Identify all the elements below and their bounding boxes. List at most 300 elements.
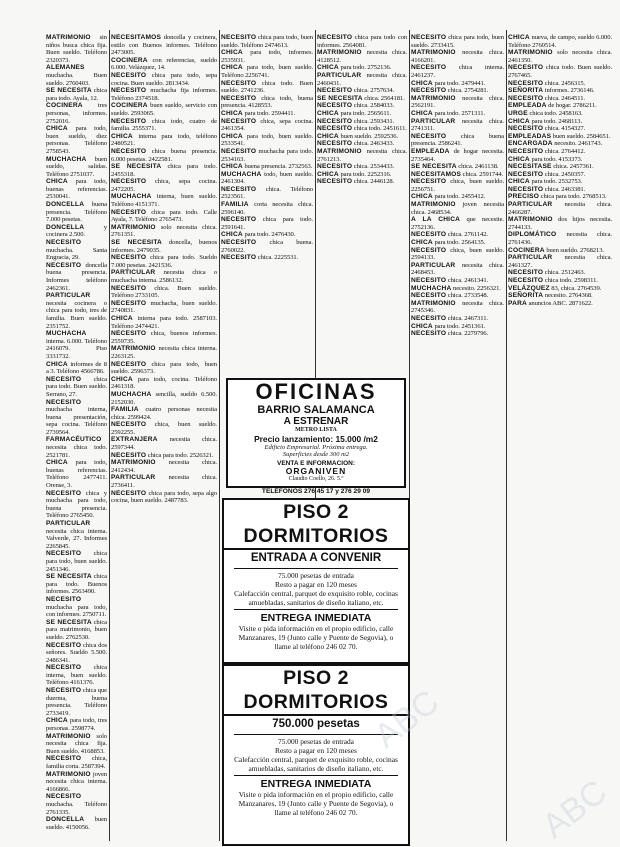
classified-ad-text: chica todo. 2598311.	[544, 277, 598, 284]
divider	[234, 609, 398, 610]
classified-ad	[46, 733, 107, 756]
classified-ad-heading: MUCHACHA	[221, 170, 262, 178]
classified-ad-text: necesita chica. 2745346.	[411, 299, 504, 315]
classified-ad-text: chica, familia corta. 2587394.	[46, 755, 107, 770]
classified-ad	[111, 315, 217, 330]
ad-oficinas-footer	[226, 460, 406, 488]
classified-ad	[411, 163, 504, 171]
classified-ad	[411, 315, 504, 323]
classified-ad	[508, 201, 612, 216]
classified-ad	[508, 140, 612, 148]
classified-ad	[111, 490, 217, 505]
classified-ad-heading: MATRIMONIO	[46, 34, 91, 41]
classified-ad-text: buena presencia. Teléfono 7.000 pesetas.	[46, 201, 107, 224]
classified-ad	[111, 133, 217, 148]
classified-ad-text: chica todo. Buen sueldo. 2741236.	[221, 79, 313, 95]
classified-ad-text: para todo. 2564135.	[434, 239, 486, 247]
classified-ad-heading: MATRIMONIO	[411, 299, 456, 307]
classified-ad-text: chica. 2446128.	[353, 178, 395, 186]
classified-ad-text: necesita chica. 2461327.	[508, 254, 612, 269]
classified-ad-text: necesita chica. 2736411.	[111, 474, 217, 490]
classified-ad-text: necesito. 2461743.	[554, 140, 603, 148]
classified-ad-text: chica para todo, sepa cocina. Buen sueldo. 2813434.	[111, 71, 217, 87]
classified-ad	[508, 231, 612, 246]
classified-ad	[111, 452, 217, 460]
classified-ad	[411, 87, 504, 95]
classified-ad-text: chica. 2584033.	[353, 102, 395, 110]
classified-ad-text: para todo, buen sueldo. Teléfono 2256741.	[221, 64, 313, 79]
classified-ad	[111, 459, 217, 474]
classified-ad-text: necesita chica. 2468453.	[411, 261, 504, 277]
classified-ad-heading: NECESITO	[111, 254, 147, 262]
classified-ad	[111, 285, 217, 300]
ad-piso-entrada-line3: Calefacción central, parquet de exquisito roble, cocinas amuebladas, sanitarios de diseño italiano, etc.	[234, 589, 398, 607]
classified-ad-heading: DONCELLA	[46, 816, 85, 824]
classified-ad	[411, 277, 504, 285]
classified-ad	[411, 323, 504, 331]
classified-ad-text: con referencias, sueldo 6.000. Velázquez, 14.	[111, 56, 217, 72]
classified-ad	[46, 459, 107, 489]
classified-ad	[508, 64, 612, 79]
classified-ad-text: chica buena. 2760022.	[221, 239, 313, 254]
classified-ad-text: chica. 2761142.	[447, 231, 488, 239]
classified-ad	[46, 619, 107, 642]
classified-ad-heading: NECESITO	[46, 687, 82, 695]
classified-ad-heading: NECESITO	[411, 330, 447, 338]
classified-ad-heading: NECESITO	[46, 398, 82, 406]
classified-ad-heading: NECESITO	[317, 163, 353, 171]
classified-column-4	[317, 34, 407, 377]
classified-ad-text: chica, sepa cocina. 2472205.	[111, 178, 217, 193]
classified-ad-heading: MATRIMONIO	[317, 49, 362, 57]
classified-ad-text: para todo. 2252316.	[340, 170, 392, 178]
classified-ad	[411, 171, 504, 179]
classified-ad-heading: COCINERA	[508, 246, 545, 254]
classified-ad-text: chica. 2464511.	[544, 94, 585, 102]
classified-ad-heading: NECESITO	[221, 239, 257, 247]
classified-ad-heading: NECESITO	[46, 375, 82, 383]
classified-ad-heading: PARTICULAR	[46, 520, 91, 527]
classified-ad	[317, 34, 407, 49]
classified-ad-heading: CHICA	[221, 49, 243, 57]
classified-ad-text: todo, buen sueldo. 2461304.	[221, 170, 313, 186]
classified-ad-text: muchacha. Teléfono 2761335.	[46, 800, 107, 816]
classified-ad-text: chica para todo. 2768513.	[540, 193, 607, 201]
classified-ad	[46, 87, 107, 102]
classified-ad-heading: NECESITO	[111, 451, 147, 459]
classified-ad	[508, 269, 612, 277]
classified-ad-text: chica para todo, sepa algo cocina, buen sueldo. 2487783.	[111, 489, 217, 505]
classified-ad-text: para todo. 2451361.	[434, 322, 486, 330]
classified-ad-text: que necesite. 2752136.	[411, 216, 504, 231]
classified-ad	[111, 391, 217, 406]
classified-ad-heading: NECESITO	[508, 147, 544, 155]
classified-ad-text: para todo, buen sueldo, diez personas. Teléfono 2758543.	[46, 125, 107, 155]
classified-ad-heading: PARTICULAR	[508, 201, 553, 209]
classified-ad-heading: SE NECESITA	[46, 87, 92, 95]
classified-ad-heading: NECESITO	[46, 489, 82, 497]
classified-ad	[221, 239, 313, 254]
classified-ad-text: para todo. 2752136.	[340, 64, 392, 72]
classified-ad	[411, 95, 504, 110]
classified-ad-text: chica. 2461138.	[458, 163, 499, 171]
classified-ad	[221, 34, 313, 49]
classified-ad	[46, 262, 107, 292]
classified-ad-text: joven necesita chica. 2468534.	[411, 201, 504, 216]
classified-ad-text: chica para todo. 2591641.	[221, 216, 313, 231]
classified-ad-text: buen sueldo. 4150056.	[46, 816, 107, 831]
classified-ad	[46, 755, 107, 770]
classified-ad-heading: NECESITO	[411, 246, 447, 254]
classified-ad	[221, 254, 313, 262]
classified-ad-text: chica todo. Buen sueldo. 2767465.	[508, 64, 612, 79]
classified-ad-heading: NECESITO	[111, 489, 147, 497]
classified-ad-heading: NECESITO	[221, 94, 257, 102]
ad-piso-entrada-line2: Resto a pagar en 120 meses	[275, 580, 357, 589]
classified-ad-text: necesita chica interna. Valverde, 27. Informes 2265845.	[46, 527, 107, 550]
classified-ad	[411, 34, 504, 49]
classified-ad	[111, 421, 217, 436]
classified-ad	[111, 34, 217, 57]
classified-ad-heading: PARTICULAR	[411, 261, 456, 269]
classified-ad-heading: NECESITO	[411, 87, 447, 95]
classified-ad	[508, 95, 612, 103]
classified-ad	[508, 34, 612, 49]
classified-ad	[411, 300, 504, 315]
classified-ad-heading: FAMILIA	[111, 406, 139, 414]
classified-ad-text: corta necesita chica. 2596140.	[221, 201, 313, 216]
classified-ad-text: chica, buen sueldo. 2256751.	[411, 178, 504, 193]
classified-ad-text: chica. 4154327.	[544, 125, 586, 133]
classified-ad-heading: SE NECESITA	[46, 618, 92, 626]
classified-ad-heading: MUCHACHA	[111, 193, 152, 201]
classified-ad	[46, 239, 107, 262]
classified-ad-text: chica. 2754281.	[447, 87, 489, 95]
classified-ad-text: buen sueldo. 2592536.	[340, 132, 399, 140]
classified-ad-text: chica. 2450357.	[544, 170, 586, 178]
classified-ad-heading: PRECISO	[508, 193, 540, 201]
classified-ad-heading: CHICA	[221, 163, 243, 171]
classified-ad-text: chica para todo. Buen sueldo. Serrano, 27.	[46, 375, 107, 398]
classified-ad	[508, 49, 612, 64]
classified-ad	[317, 102, 407, 110]
classified-ad-text: muchacha fija informes. Teléfono 2374518.	[111, 87, 217, 102]
classified-ad-text: buen sueldo, salidas. Teléfono 2751037.	[46, 155, 107, 178]
classified-ad-text: chica para todo con informes. 2564081.	[317, 34, 407, 49]
column-rule	[219, 30, 220, 841]
classified-ad-text: muchacha. Santa Engracia, 29.	[46, 246, 107, 262]
classified-ad-text: buen sueldo. 2768213.	[546, 246, 604, 254]
classified-ad-text: interna para todo, teléfono 2480521.	[111, 132, 217, 148]
classified-ad-heading: CHICA	[111, 375, 133, 383]
classified-ad	[508, 102, 612, 110]
classified-ad	[111, 376, 217, 391]
classified-ad-text: necesita chica interna. 2263125.	[111, 345, 217, 360]
classified-ad-heading: MATRIMONIO	[411, 201, 456, 209]
classified-ad-text: interna, buen sueldo. Teléfono 4151371.	[111, 193, 217, 209]
classified-ad	[221, 163, 313, 171]
classified-ad-heading: CHICA	[317, 170, 339, 178]
ad-oficinas-sub1: BARRIO SALAMANCA	[257, 404, 375, 416]
classified-ad	[46, 361, 107, 376]
classified-ad-heading: CHICA	[508, 117, 530, 125]
classified-ad-heading: NECESITO	[221, 185, 257, 193]
classified-ad-heading: NECESITASE	[508, 163, 552, 171]
classified-ad-heading: SEÑORITA	[508, 87, 544, 95]
classified-ad-heading: COCINERA	[111, 102, 148, 110]
classified-ad-text: interna para todo. 2587103. Teléfono 2474421.	[111, 314, 217, 330]
classified-ad-heading: MATRIMONIO	[46, 770, 91, 778]
classified-ad-heading: NECESITO	[221, 216, 257, 224]
classified-ad-heading: NECESITO	[111, 299, 147, 307]
classified-ad	[317, 140, 407, 148]
classified-ad-text: necesita chica. 2741311.	[411, 117, 504, 133]
classified-ad	[508, 300, 612, 308]
ad-oficinas-address: Claudio Coello, 26. 5.º	[288, 476, 344, 482]
classified-ad-text: chica. 2733548.	[447, 292, 489, 300]
classified-ad	[221, 49, 313, 64]
classified-ad-heading: NECESITO	[508, 170, 544, 178]
classified-ad	[508, 292, 612, 300]
classified-ad	[221, 64, 313, 79]
classified-ad-heading: CHICA	[46, 360, 68, 368]
classified-column-1	[46, 34, 107, 841]
classified-ad-text: para todo, tres personas. 2598774.	[46, 717, 107, 733]
classified-ad	[508, 87, 612, 95]
classified-ad-heading: MUCHACHA	[411, 284, 452, 292]
classified-ad	[111, 72, 217, 87]
classified-ad-heading: NECESITO	[317, 125, 353, 133]
classified-ad	[317, 118, 407, 126]
classified-ad-text: buen sueldo. 2584651.	[552, 132, 611, 140]
classified-ad-heading: COCINERA	[46, 102, 83, 110]
classified-ad-heading: PARTICULAR	[46, 292, 91, 300]
classified-ad	[317, 64, 407, 72]
ad-piso-entrada-line4: ENTREGA INMEDIATA	[260, 612, 372, 624]
classified-ad-text: solo necesita chica. 2461350.	[508, 49, 612, 64]
classified-ad-heading: VELÁZQUEZ	[508, 284, 550, 292]
classified-ad-text: chica para todo. Sueldo 7.000 pesetas. 2421536.	[111, 254, 217, 269]
ad-oficinas-line2: Superficies desde 300 m2	[282, 451, 350, 458]
classified-ad-heading: MATRIMONIO	[111, 223, 156, 231]
classified-ad-heading: NECESITO	[111, 284, 147, 292]
classified-ad-heading: MATRIMONIO	[508, 49, 553, 57]
classified-ad	[411, 292, 504, 300]
classified-ad	[46, 102, 107, 125]
classified-ad-heading: MATRIMONIO	[317, 147, 362, 155]
ad-piso-precio	[222, 664, 410, 846]
classified-ad-heading: DONCELLA	[46, 201, 85, 209]
classified-ad-heading: CHICA	[317, 64, 339, 72]
classified-ad-heading: DIPLOMÁTICO	[508, 231, 557, 239]
classified-ad	[111, 474, 217, 489]
classified-ad-text: necesito. 2764368.	[544, 292, 593, 300]
classified-ad	[111, 178, 217, 193]
classified-ad	[111, 406, 217, 421]
classified-ad-text: chica todo. 2451611.	[353, 125, 407, 133]
abc-watermark: ABC	[535, 772, 614, 846]
ad-piso-entrada-line1: 75.000 pesetas de entrada	[278, 571, 354, 580]
classified-ad	[508, 110, 612, 118]
classified-ad-text: chica. 2512463.	[544, 269, 586, 277]
classified-ad	[111, 118, 217, 133]
classified-ad	[317, 110, 407, 118]
classified-ad-text: y cocinera 2.500.	[46, 223, 107, 239]
classified-ad-text: necesita cocinera o chica para todo, tres de familia. Buen sueldo. 2351752.	[46, 299, 107, 330]
classified-ad-heading: NECESITO	[221, 254, 257, 262]
classified-ad-text: necesita chica. 2597344.	[111, 436, 217, 452]
classified-ad	[46, 596, 107, 619]
classified-ad-heading: EMPLEADA	[411, 147, 450, 155]
classified-ad-text: para todo. 2565611.	[340, 109, 392, 117]
classified-ad	[317, 163, 407, 171]
classified-ad-heading: CHICA	[111, 314, 133, 322]
classified-ad-heading: CHICA	[46, 125, 68, 133]
classified-ad	[111, 345, 217, 360]
classified-ad-heading: MATRIMONIO	[411, 49, 456, 57]
classified-ad-text: necesita chica todo. 2521781.	[46, 444, 107, 459]
classified-ad-text: chica interna. 2461237.	[411, 64, 504, 79]
classified-ad	[111, 239, 217, 254]
classified-ad-heading: CHICA	[411, 322, 433, 330]
classified-ad-heading: MATRIMONIO	[111, 459, 156, 467]
classified-ad-heading: NECESITO	[221, 147, 257, 155]
classified-ad-heading: NECESITO	[46, 261, 82, 269]
classified-ad	[46, 436, 107, 459]
classified-ad-text: chica. 2456315.	[544, 79, 586, 87]
classified-ad	[411, 247, 504, 262]
classified-ad-text: informes de 8 a 3. Teléfono 4566786.	[46, 360, 107, 376]
classified-ad-text: buen sueldo, servicio con sueldo. 2593065.	[111, 102, 217, 117]
classified-ad	[508, 163, 612, 171]
classified-ad	[111, 254, 217, 269]
classified-ad-text: de hogar. 2786211.	[548, 102, 597, 110]
ad-piso-precio-price: 750.000 pesetas	[272, 718, 360, 730]
classified-ad-heading: NECESITAMOS	[411, 170, 462, 178]
classified-ad-text: para todo. 2455412.	[434, 193, 486, 201]
classified-ad	[411, 64, 504, 79]
classified-ad	[46, 550, 107, 573]
classified-ad	[317, 133, 407, 141]
classified-ad-text: chica para todo, buen sueldo. 2733415.	[411, 34, 504, 49]
classified-ad	[111, 163, 217, 178]
classified-ad-heading: NECESITO	[411, 231, 447, 239]
ad-piso-precio-line1: 75.000 pesetas de entrada	[278, 737, 354, 746]
classified-ad	[411, 118, 504, 133]
classified-ad-text: buena presencia. 2732563.	[244, 163, 313, 171]
classified-ad-text: chica. 2534433.	[353, 163, 395, 171]
ad-piso-precio-line2: Resto a pagar en 120 meses	[275, 746, 357, 755]
classified-ad-text: solo necesita chica fija. Buen sueldo. 4168853.	[46, 732, 107, 755]
classified-ad-heading: CHICA	[221, 109, 243, 117]
classified-ad-heading: MATRIMONIO	[111, 345, 156, 353]
classified-ad-heading: CHICA	[46, 178, 68, 186]
classified-ad	[317, 171, 407, 179]
classified-ad-text: chica, sepa cocina. 2461354.	[221, 117, 313, 133]
classified-ad-text: muchacha para todo, con informes. 2750711.	[46, 603, 107, 619]
classified-ad-heading: CHICA	[411, 109, 433, 117]
classified-ad-heading: NECESITO	[317, 34, 353, 41]
classified-ad-text: muchacha interna, buena presentación, sepa cocina. Teléfono 2739564.	[46, 406, 107, 436]
classified-ad-heading: NECESITO	[411, 178, 447, 186]
classified-ad	[411, 285, 504, 293]
classified-ad-heading: NECESITO	[508, 94, 544, 102]
classified-ad-text: de hogar necesita. 2735464.	[411, 147, 504, 163]
classified-ad-heading: NECESITO	[111, 147, 147, 155]
classified-ad	[111, 436, 217, 451]
classified-ad-text: necesita chica. 2466287.	[508, 201, 612, 216]
classified-ad	[317, 72, 407, 87]
classified-ad-text: chica. 2457361.	[553, 163, 594, 171]
classified-ad	[111, 300, 217, 315]
classified-ad-heading: CHICA	[411, 239, 433, 247]
classified-ad-text: para todo, buenas referencias. 2530041.	[46, 178, 107, 201]
classified-ad-text: chica para todo. Calle Ayala, 7. Teléfono 2765473.	[111, 208, 217, 224]
ad-piso-entrada-title: PISO 2 DORMITORIOS	[224, 500, 408, 550]
classified-ad-heading: NECESITO	[411, 132, 447, 140]
classified-ad	[221, 80, 313, 95]
ad-oficinas-title: OFICINAS	[255, 379, 377, 404]
classified-ad-heading: NECESITO	[46, 239, 82, 247]
classified-ad-heading: NECESITO	[411, 34, 447, 41]
classified-ad-text: chica buena presencia. 6.000 pesetas. 2422581.	[111, 147, 217, 163]
classified-ad-heading: EMPLEADA	[508, 102, 547, 110]
classified-ad-heading: COCINERA	[111, 56, 148, 64]
classified-ad-text: chica para todo. Buenos informes. 2563490.	[46, 573, 107, 596]
classified-ad-text: para todo. 2479441.	[434, 79, 486, 87]
classified-ad	[46, 125, 107, 155]
ad-oficinas-sales: VENTA E INFORMACIÓN:	[277, 460, 355, 467]
classified-ad-heading: NECESITO	[317, 102, 353, 110]
classified-ad-heading: FARMACÉUTICO	[46, 436, 102, 444]
classified-ad-text: chica. 2467311.	[447, 314, 488, 322]
classified-ad-heading: NECESITO	[317, 87, 353, 95]
classified-ad-text: chica, buen sueldo. 2594133.	[411, 246, 504, 262]
classified-ad-text: para todo. 2594411.	[244, 109, 296, 117]
classified-ad-text: muchacha para todo. 2534163.	[221, 147, 313, 163]
classified-ad-text: chica para todo, buen sueldo. 2451346.	[46, 550, 107, 573]
classified-ad	[317, 125, 407, 133]
classified-ad	[221, 186, 313, 201]
classified-ad-heading: URGE	[508, 109, 528, 117]
ad-oficinas-price: Precio lanzamiento: 15.000 /m2	[254, 434, 378, 444]
classified-ad-heading: NECESITO	[411, 277, 447, 284]
ad-piso-precio-line5: Visite o pida información en el propio edificio, calle Manzanares, 19 (Junto calle y Puente de Segovia), o llame al teléfono 246 02 70.	[238, 790, 394, 817]
classified-ad	[411, 201, 504, 216]
classified-ad-heading: NECESITO	[111, 421, 147, 429]
classified-ad-heading: PARA	[508, 299, 527, 307]
ad-oficinas	[226, 378, 406, 464]
classified-ad	[221, 95, 313, 110]
classified-ad-text: chica todo. 2458163.	[529, 109, 583, 117]
classified-ad	[46, 717, 107, 732]
classified-ad-text: sencilla, sueldo 6.500. 2152030.	[111, 390, 217, 406]
classified-ad-text: chica y muchacha para todo, buena presencia. Teléfono 2765450.	[46, 489, 107, 520]
classified-ad	[508, 156, 612, 164]
divider	[234, 734, 398, 735]
classified-ad-heading: EXTRANJERA	[111, 436, 158, 444]
classified-ad-text: chica para todo, buen sueldo. Teléfono 2474613.	[221, 34, 313, 49]
classified-ad-text: para todo. 2476430.	[244, 231, 296, 239]
ad-oficinas-phones: TELÉFONOS 276 45 17 y 276 29 09	[261, 488, 371, 495]
classified-ad-heading: NECESITO	[411, 292, 447, 300]
classified-ad-heading: ENCARGADA	[508, 140, 553, 148]
classified-ad	[411, 231, 504, 239]
classified-ad-heading: PARTICULAR	[508, 254, 553, 262]
classified-ad	[111, 87, 217, 102]
classified-ad	[411, 178, 504, 193]
classified-ad-heading: NECESITO	[46, 550, 82, 558]
